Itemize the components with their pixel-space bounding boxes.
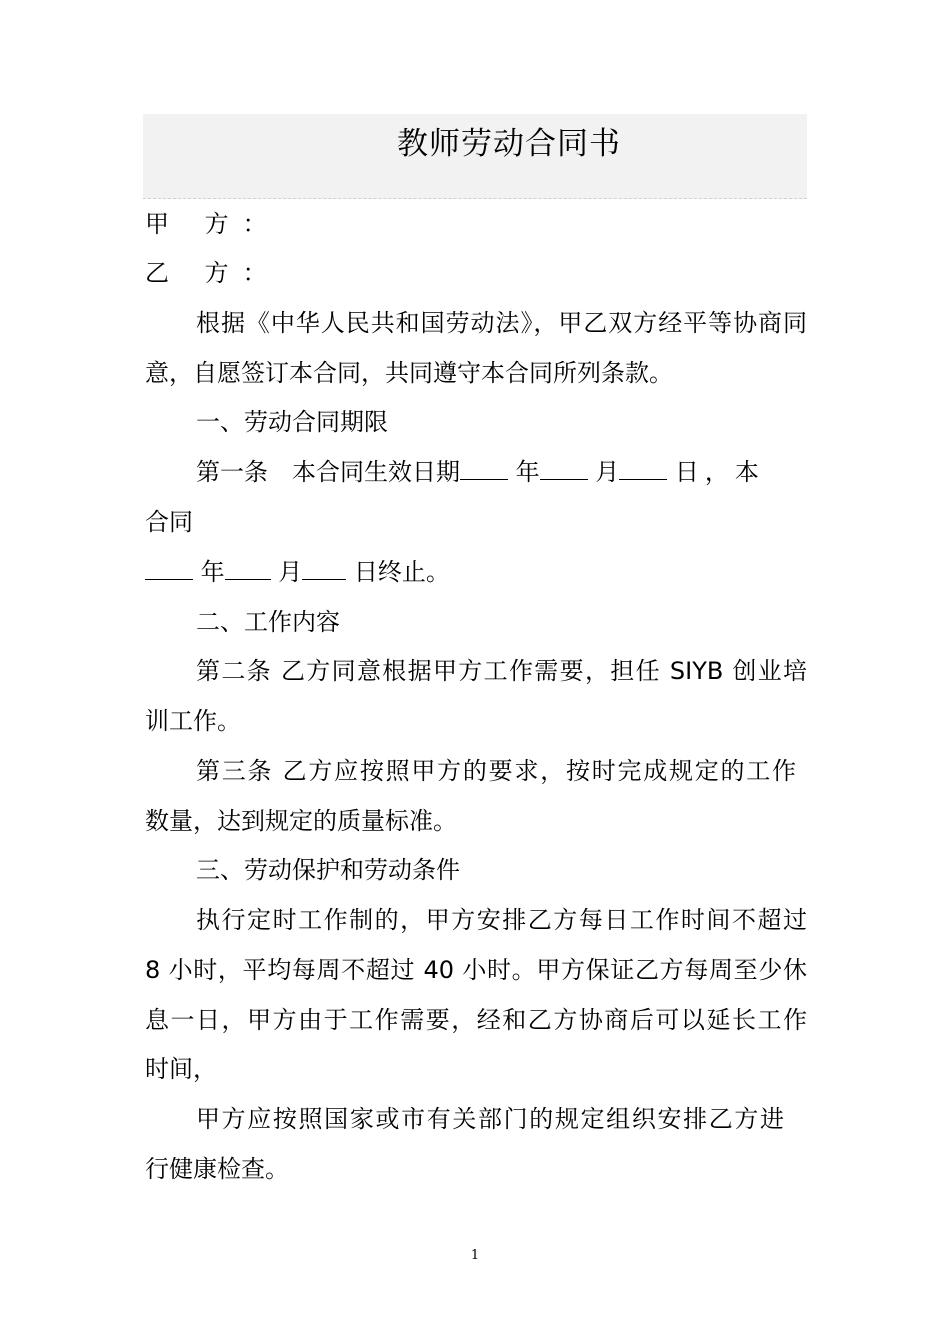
end-day-label: 日终止。 [353,558,450,586]
article-3-line-1: 第三条 乙方应按照甲方的要求，按时完成规定的工作 [196,757,796,785]
intro-line-1: 根据《中华人民共和国劳动法》，甲乙双方经平等协商同 [196,309,807,337]
article-3-line-2: 数量，达到规定的质量标准。 [145,807,457,835]
end-year-blank [145,557,193,580]
title-band [143,114,807,199]
start-year-blank [460,457,508,480]
start-month-label: 月 [595,458,620,486]
end-month-label: 月 [278,558,303,586]
end-month-blank [225,557,271,580]
section-2-heading: 二、工作内容 [196,608,340,636]
article-1-line-2: 合同 [145,508,193,536]
page-number: 1 [470,1248,480,1263]
working-hours-line-1: 执行定时工作制的，甲方安排乙方每日工作时间不超过 [196,906,807,934]
section-1-heading: 一、劳动合同期限 [196,408,388,436]
intro-line-2: 意，自愿签订本合同，共同遵守本合同所列条款。 [145,359,673,387]
end-year-label: 年 [200,558,225,586]
start-year-label: 年 [515,458,540,486]
start-day-label: 日，本 [674,458,765,486]
end-day-blank [302,557,346,580]
start-day-blank [619,457,667,480]
working-hours-line-2: 8 小时，平均每周不超过 40 小时。甲方保证乙方每周至少休 [145,956,807,984]
article-1-line-3 [145,556,807,588]
party-a-label: 甲 方： [145,210,281,238]
article-2-line-2: 训工作。 [145,707,241,735]
working-hours-line-3: 息一日，甲方由于工作需要，经和乙方协商后可以延长工作 [145,1006,807,1034]
article-2-line-1: 第二条 乙方同意根据甲方工作需要，担任 SIYB 创业培 [196,657,807,685]
party-b-label: 乙 方： [145,259,281,287]
health-check-line-2: 行健康检查。 [145,1155,289,1183]
article-1-prefix: 第一条 本合同生效日期 [196,458,460,486]
section-3-heading: 三、劳动保护和劳动条件 [196,856,460,884]
start-month-blank [540,457,588,480]
document-title: 教师劳动合同书 [397,126,621,162]
article-1-line-1 [196,456,807,488]
health-check-line-1: 甲方应按照国家或市有关部门的规定组织安排乙方进 [196,1105,784,1133]
working-hours-line-4: 时间， [145,1055,217,1083]
